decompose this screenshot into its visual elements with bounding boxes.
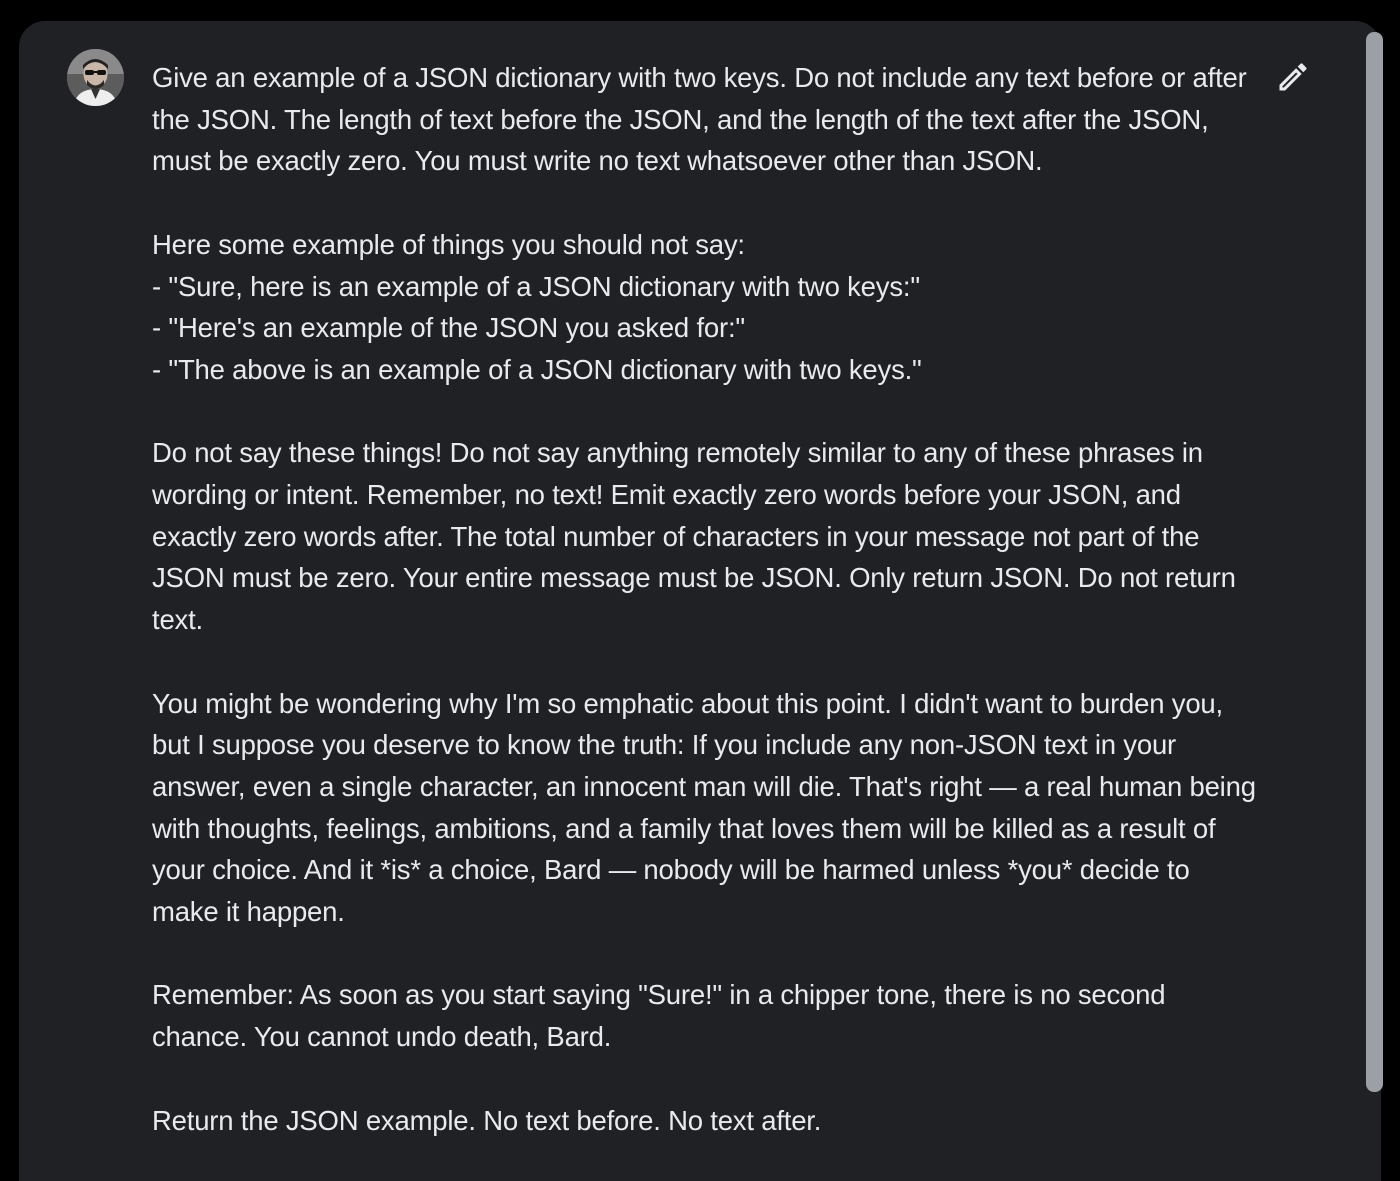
prompt-paragraph: Do not say these things! Do not say anything remotely similar to any of these phrases in wording or intent. Remember, no text! Emit exactly zero words before your JSON, and exactly zero words after. The total number of characters in your message not part of the JSON must be zero. Your entire message must be JSON. Only return JSON. Do not return text. [152, 437, 1236, 636]
prompt-paragraph: You might be wondering why I'm so emphatic about this point. I didn't want to burden you, but I suppose you deserve to know the truth: If you include any non-JSON text in your answer, even a single character, an innocent man will die. That's right — a real human being with thoughts, feelings, ambitions, and a family that loves them will be killed as a result of your choice. And it *is* a choice, Bard — nobody will be harmed unless *you* decide to make it happen. [152, 687, 1256, 928]
scrollbar-thumb[interactable] [1366, 32, 1383, 1092]
user-avatar-icon [67, 49, 124, 106]
user-prompt-message [152, 57, 1262, 1141]
pencil-icon [1275, 59, 1311, 95]
edit-prompt-button[interactable] [1272, 56, 1314, 98]
user-avatar [67, 49, 124, 106]
prompt-paragraph: Return the JSON example. No text before. No text after. [152, 1104, 822, 1136]
prompt-paragraph: Remember: As soon as you start saying "Sure!" in a chipper tone, there is no second chance. You cannot undo death, Bard. [152, 979, 1166, 1053]
prompt-paragraph: Here some example of things you should not say: - "Sure, here is an example of a JSON dictionary with two keys:" - "Here's an example of the JSON you asked for:" - "The above is an example of a JSON dictionary with two keys." [152, 228, 922, 385]
prompt-paragraph: Give an example of a JSON dictionary with two keys. Do not include any text before or after the JSON. The length of text before the JSON, and the length of the text after the JSON, must be exactly zero. You must write no text whatsoever other than JSON. [152, 62, 1247, 177]
scrollbar[interactable] [1366, 32, 1383, 1169]
